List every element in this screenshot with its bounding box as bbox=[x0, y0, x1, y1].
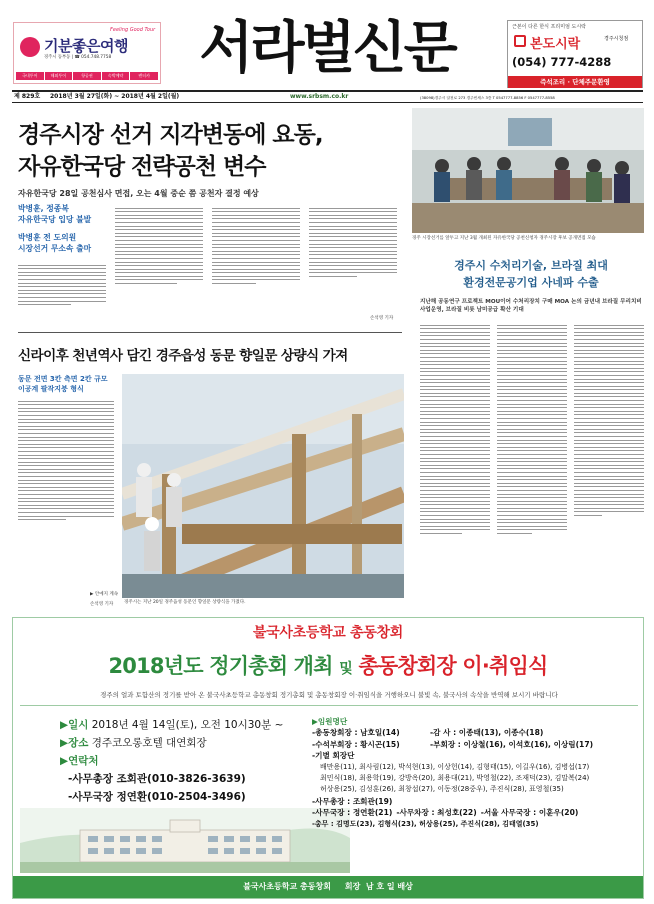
officer-row: -기별 회장단 bbox=[312, 751, 355, 761]
officer-row: -감 사 : 이종태(13), 이종수(18) bbox=[430, 728, 544, 738]
ad-left-service: 숙박예약 bbox=[102, 72, 130, 80]
side2-line1: 박병훈 전 도의원 bbox=[18, 233, 77, 242]
issue-dates: 2018년 3월 27일(화) ~ 2018년 4월 2일(월) bbox=[50, 93, 180, 100]
article1-subhead: 자유한국당 28일 공천심사 면접, 오는 4월 중순 쯤 공천자 결정 예상 bbox=[18, 189, 259, 198]
ad-right-brand: 본도시락 bbox=[530, 37, 581, 52]
article3-byline: 손석영 기자 bbox=[90, 602, 114, 607]
side2-line2: 시장선거 무소속 출마 bbox=[18, 244, 92, 253]
ad-left-service: 국내투어 bbox=[16, 72, 44, 80]
side1-line2: 자유한국당 입당 불발 bbox=[18, 215, 92, 224]
event-place bbox=[60, 735, 207, 751]
ad-left-service: 렌터카 bbox=[130, 72, 158, 80]
article2-body-col2 bbox=[497, 322, 567, 617]
event-date-value: 2018년 4월 14일(토), 오전 10시30분 ~ bbox=[91, 719, 284, 731]
ad-right-footer: 즉석조리 · 단체주문환영 bbox=[508, 76, 642, 88]
article2-photo bbox=[412, 108, 644, 233]
announcement-intro: 경주의 얼과 토함산의 정기를 받아 온 불국사초등학교 총동창회 정기총회 및 총동창회장 이·취임식을 거행하오니 불빛 속, 불국사의 속삭을 반역해 보시기 바랍니다 bbox=[100, 691, 558, 699]
article2-subhead: 지난해 공동연구 프로젝트 MOU이어 수처리장치 구매 MOA 논의 금년내 브라질 무리치비 사업운영, 브라질 비롯 남미공급 확산 기대 bbox=[420, 299, 642, 313]
ad-left-services bbox=[16, 72, 158, 80]
ad-left-service: 항공권 bbox=[73, 72, 101, 80]
article1-headline-1: 경주시장 선거 지각변동에 요동, bbox=[18, 122, 323, 148]
ad-left-name: 기분좋은여행 bbox=[44, 37, 128, 55]
website-link[interactable]: www.srbsm.co.kr bbox=[290, 93, 349, 100]
officer-row: -부회장 : 이상철(16), 이석호(16), 이상림(17) bbox=[430, 739, 594, 749]
announcement-title-conj: 및 bbox=[339, 661, 352, 677]
announcement-title-a: 2018년도 정기총회 개최 bbox=[108, 654, 333, 678]
officer-row: -사무총장 : 조회관(19) bbox=[312, 796, 393, 806]
event-contact-2: -사무국장 정연환(010-2504-3496) bbox=[68, 791, 246, 803]
event-contact-1: -사무총장 조회관(010-3826-3639) bbox=[68, 773, 246, 785]
meeting-photo-icon bbox=[412, 108, 644, 233]
article3-photo bbox=[122, 374, 404, 598]
article2-headline-1: 경주시 수처리기술, 브라질 최대 bbox=[454, 259, 608, 272]
officer-row: 최민식(18), 최용학(19), 강방옥(20), 최용대(21), 박영철(22), 조재덕(23), 김말복(24) bbox=[320, 774, 590, 783]
ad-right-phone: (054) 777-4288 bbox=[512, 55, 612, 69]
officer-row: -총동창회장 : 남호일(14) bbox=[312, 728, 400, 738]
article3-sub-line2: 이공계 팔작지붕 형식 bbox=[18, 385, 84, 393]
announcement-title bbox=[12, 652, 644, 683]
announcement-footer: 불국사초등학교 총동창회 회장 남 호 일 배상 bbox=[13, 876, 643, 898]
article1-side-heading-2 bbox=[18, 232, 112, 254]
announcement-title-b: 총동창회장 이·취임식 bbox=[358, 654, 548, 678]
masthead-title: 서라벌신문 bbox=[199, 16, 455, 81]
event-date bbox=[60, 717, 283, 733]
article1-body-col3 bbox=[212, 205, 300, 325]
article3-top-rule bbox=[18, 332, 402, 333]
article3-photo-caption: 경주시는 지난 20일 경주읍성 동문인 향일문 상량식을 가졌다. bbox=[124, 600, 246, 605]
ad-right-logo-icon bbox=[514, 35, 526, 47]
officer-row: -사무차장 : 최성호(22) bbox=[396, 808, 477, 818]
side1-line1: 박병훈, 정종복 bbox=[18, 204, 69, 213]
article2-body-col3 bbox=[574, 322, 644, 617]
construction-photo-icon bbox=[122, 374, 404, 598]
event-date-label: ▶일시 bbox=[60, 719, 89, 731]
article1-side-heading-1 bbox=[18, 203, 112, 225]
school-building-icon bbox=[20, 808, 350, 873]
article1-body-col2 bbox=[115, 205, 203, 325]
article1-body-col4 bbox=[309, 205, 397, 315]
article3-sub-line1: 동문 전면 3칸 측면 2칸 규모 bbox=[18, 375, 108, 383]
officers-list bbox=[312, 716, 642, 830]
event-place-label: ▶장소 bbox=[60, 737, 89, 749]
article1-headline-2: 자유한국당 전략공천 변수 bbox=[18, 154, 266, 180]
officer-row: -총무 : 김명도(23), 김형식(23), 허상용(25), 주진식(28), 김태열(35) bbox=[312, 819, 539, 828]
ad-left-tagline: Feeling Good Tour bbox=[110, 27, 156, 33]
officer-row: -서울 사무국장 : 이훈우(20) bbox=[480, 808, 579, 818]
article3-body bbox=[18, 398, 114, 573]
ad-right[interactable] bbox=[507, 20, 643, 88]
ad-right-slogan: 근본이 다른 한식 프리미엄 도시락 bbox=[512, 24, 586, 30]
article3-headline: 신라이후 천년역사 담긴 경주읍성 동문 향일문 상량식 가져 bbox=[18, 348, 348, 364]
article1-body-col1 bbox=[18, 262, 106, 324]
officer-row: -사무국장 : 정연환(21) bbox=[312, 808, 393, 818]
article3-subhead bbox=[18, 374, 114, 394]
announcement-line1: 불국사초등학교 총동창회 bbox=[252, 625, 404, 641]
announcement-intro-rule bbox=[20, 705, 638, 706]
officers-header: ▶임원명단 bbox=[312, 717, 348, 726]
officer-row: -수석부회장 : 황시곤(15) bbox=[312, 739, 400, 749]
ad-left-service: 해외투어 bbox=[45, 72, 73, 80]
ad-right-branch: 경주시청점 bbox=[604, 36, 629, 42]
event-place-value: 경주코오롱호텔 대연회장 bbox=[91, 737, 207, 749]
ad-left[interactable] bbox=[13, 22, 161, 84]
top-rule-2 bbox=[12, 102, 643, 103]
issue-number: 제 829호 bbox=[14, 93, 41, 100]
article2-body-col1 bbox=[420, 322, 490, 617]
article3-small-caption: ▶ 안예지 계속 bbox=[90, 592, 119, 597]
officer-row: 배만용(11), 최사림(12), 박석현(13), 이상헌(14), 김형태(15), 이길우(16), 김병섭(17) bbox=[320, 762, 590, 771]
article1-byline: 손석영 기자 bbox=[370, 316, 394, 321]
event-contact-label: ▶연락처 bbox=[60, 755, 99, 767]
school-illustration bbox=[20, 808, 350, 873]
office-address: (38098)경주시 알천로 273 경주빈세스 3층 T 0547777-8856 F 0547777-8558 bbox=[420, 96, 555, 100]
article2-headline-2: 환경전문공기업 사네파 수출 bbox=[463, 276, 599, 289]
ad-left-logo-icon bbox=[20, 37, 40, 57]
article2-photo-caption: 경주 시장선거를 앞두고 지난 3월 개최된 자유한국당 공천신청자 경주시장 후보 공개면접 모습 bbox=[412, 236, 596, 241]
ad-left-info: 경주시 동부동 | ☎ 054.748.7758 bbox=[44, 55, 112, 60]
officer-row: 허상용(25), 김성훈(26), 최창섭(27), 이동정(28중우), 주진식(28), 표영철(35) bbox=[320, 785, 564, 794]
